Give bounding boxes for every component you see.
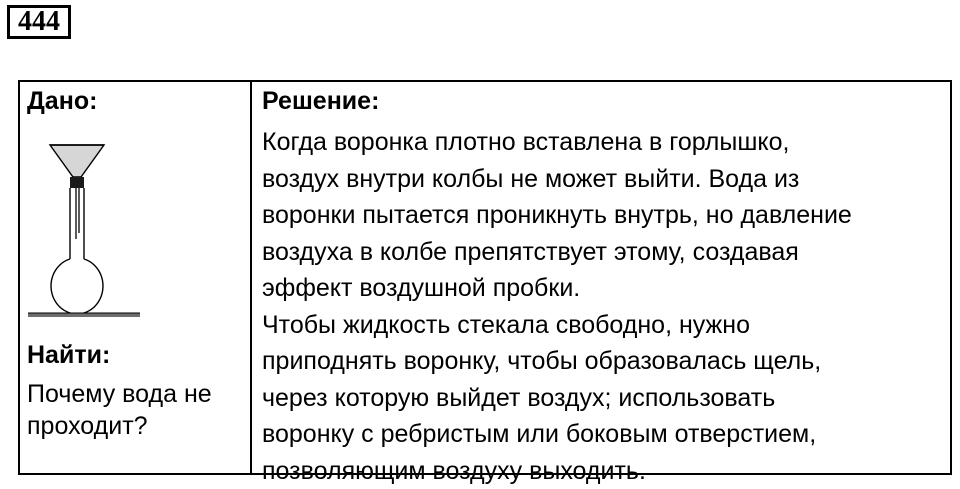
find-title: Найти: bbox=[27, 340, 110, 370]
question-text bbox=[27, 378, 249, 442]
solution-line: воронки пытается проникнуть внутрь, но давление bbox=[262, 197, 947, 234]
solution-line: воронку с ребристым или боковым отверстием, bbox=[262, 416, 947, 453]
solution-line: воздух внутри колбы не может выйти. Вода из bbox=[262, 161, 947, 198]
solution-line: воздуха в колбе препятствует этому, создавая bbox=[262, 234, 947, 271]
solution-line: позволяющим воздуху выходить. bbox=[262, 453, 947, 489]
solution-line: Когда воронка плотно вставлена в горлышко, bbox=[262, 124, 947, 161]
solution-line: эффект воздушной пробки. bbox=[262, 270, 947, 307]
question-line: проходит? bbox=[27, 410, 249, 442]
column-divider bbox=[250, 80, 252, 475]
flask-with-funnel-icon bbox=[28, 135, 140, 323]
solution-body bbox=[262, 124, 947, 489]
solution-line: Чтобы жидкость стекала свободно, нужно bbox=[262, 307, 947, 344]
question-line: Почему вода не bbox=[27, 378, 249, 410]
solution-line: приподнять воронку, чтобы образовалась щель, bbox=[262, 343, 947, 380]
given-title: Дано: bbox=[27, 86, 97, 116]
solution-line: через которую выйдет воздух; использовать bbox=[262, 380, 947, 417]
solution-title: Решение: bbox=[262, 86, 379, 116]
problem-number: 444 bbox=[7, 5, 71, 39]
